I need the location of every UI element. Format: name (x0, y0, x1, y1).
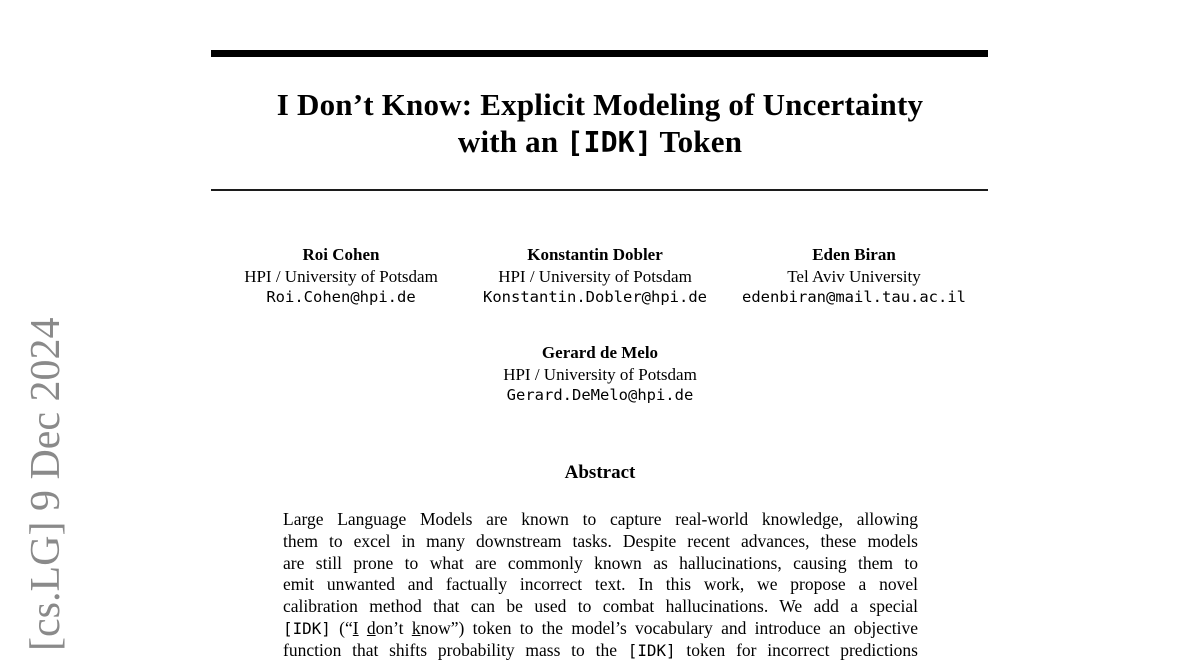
text-run: (“ (330, 617, 353, 638)
abstract-line (283, 531, 918, 553)
authors-row-1 (0, 244, 1200, 309)
author-affiliation: HPI / University of Potsdam (503, 364, 697, 384)
author-email: Roi.Cohen@hpi.de (266, 288, 416, 307)
abstract-line (283, 618, 918, 640)
text-run: I Don’t Know: Explicit Modeling of Uncertainty (276, 87, 924, 122)
abstract-line (283, 596, 918, 618)
author-block (734, 244, 974, 309)
text-run: Large Language Models are known to capture real-world knowledge, allowing (283, 509, 918, 529)
author-name: Roi Cohen (302, 245, 380, 264)
text-run: on’t (375, 617, 412, 638)
abstract-body (283, 509, 918, 662)
author-block (480, 244, 710, 309)
text-run: calibration method that can be used to combat hallucinations. We add a special (283, 596, 918, 617)
text-run (359, 618, 367, 638)
author-email: edenbiran@mail.tau.ac.il (742, 288, 966, 307)
paper-title (0, 86, 1200, 161)
paper-title-line2 (0, 123, 1200, 161)
author-name: Gerard de Melo (541, 343, 659, 362)
author-affiliation: HPI / University of Potsdam (498, 266, 692, 286)
title-rule (211, 189, 988, 191)
text-run: are still prone to what are commonly known as hallucinations, causing them to (283, 552, 918, 573)
author-block (226, 244, 456, 309)
author-name: Eden Biran (812, 245, 896, 264)
paper-title-line1 (0, 86, 1200, 123)
abstract-heading: Abstract (564, 462, 636, 483)
author-affiliation: HPI / University of Potsdam (244, 266, 438, 286)
text-run: with an (457, 124, 567, 159)
author-email: Konstantin.Dobler@hpi.de (483, 288, 707, 307)
code-token: [IDK] (283, 618, 331, 638)
text-run: emit unwanted and factually incorrect text. In this work, we propose a novel (283, 574, 918, 595)
code-token: [IDK] (627, 640, 676, 660)
authors-row-2 (0, 342, 1200, 407)
author-affiliation: Tel Aviv University (787, 266, 921, 286)
text-run: them to excel in many downstream tasks. Despite recent advances, these models (283, 530, 918, 551)
author-name: Konstantin Dobler (527, 245, 663, 264)
text-run: Token (652, 124, 743, 159)
text-run: now”) token to the model’s vocabulary and introduce an objective (420, 617, 918, 638)
abstract-line (283, 574, 918, 596)
top-rule (211, 50, 988, 57)
abstract-line (283, 509, 918, 531)
code-token: [IDK] (566, 126, 653, 159)
text-run: k (411, 617, 421, 638)
text-run: d (366, 617, 376, 638)
text-run: I (352, 617, 359, 638)
text-run: function that shifts probability mass to the (283, 639, 628, 660)
author-email: Gerard.DeMelo@hpi.de (506, 386, 694, 405)
abstract-line (283, 640, 918, 662)
abstract-line (283, 553, 918, 575)
text-run: token for incorrect predictions (675, 639, 918, 660)
author-block (480, 342, 720, 407)
arxiv-category-watermark: [cs.LG] 9 Dec 2024 (23, 317, 69, 651)
